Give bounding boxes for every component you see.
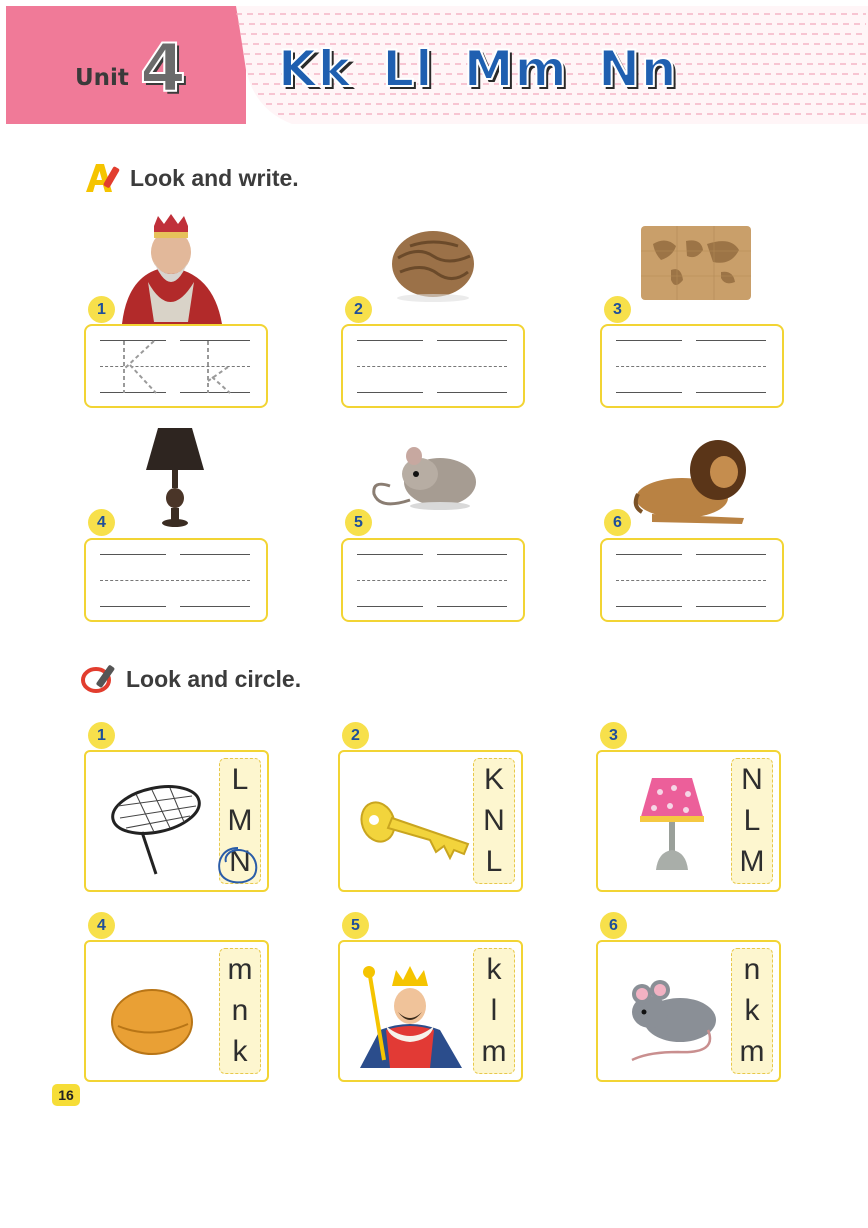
trace-letters-kk: [114, 339, 234, 395]
nut-illustration: [96, 956, 222, 1068]
letter-choices-3: [731, 758, 773, 884]
circle-box-1: [84, 750, 269, 892]
letter-choices-2: [473, 758, 515, 884]
item-number-b4: 4: [88, 912, 115, 939]
item-number-b6: 6: [600, 912, 627, 939]
letter-choices-6: [731, 948, 773, 1074]
letter-option[interactable]: n: [743, 952, 761, 986]
walnut-photo: [388, 226, 478, 302]
item-number-a1: 1: [88, 296, 115, 323]
letter-option[interactable]: L: [231, 762, 249, 796]
circle-box-6: [596, 940, 781, 1082]
letter-option[interactable]: N: [483, 803, 505, 837]
unit-number: 4: [140, 30, 186, 107]
letter-option[interactable]: k: [744, 993, 760, 1027]
item-number-b1: 1: [88, 722, 115, 749]
item-number-a5: 5: [345, 509, 372, 536]
circle-box-3: [596, 750, 781, 892]
letter-a-pencil-icon: [84, 160, 124, 194]
unit-label: Unit: [75, 65, 129, 91]
write-box-5[interactable]: [341, 538, 525, 622]
key-illustration: [350, 766, 476, 878]
letter-option[interactable]: m: [481, 1035, 507, 1069]
item-number-b2: 2: [342, 722, 369, 749]
letter-option[interactable]: M: [739, 845, 765, 879]
letter-option[interactable]: n: [231, 993, 249, 1027]
king-photo: [118, 212, 226, 324]
lamp-illustration: [608, 766, 734, 878]
letter-option[interactable]: N: [229, 845, 251, 879]
item-number-b3: 3: [600, 722, 627, 749]
section-b-title: Look and circle.: [126, 666, 302, 692]
letter-option[interactable]: N: [741, 762, 763, 796]
write-box-3[interactable]: [600, 324, 784, 408]
item-number-a6: 6: [604, 509, 631, 536]
item-number-a2: 2: [345, 296, 372, 323]
page-title: Kk Ll Mm Nn: [278, 40, 678, 98]
write-box-1[interactable]: [84, 324, 268, 408]
king-illustration: [350, 956, 476, 1068]
letter-option[interactable]: m: [227, 952, 253, 986]
mouse-photo: [370, 440, 482, 512]
write-box-6[interactable]: [600, 538, 784, 622]
circle-box-2: [338, 750, 523, 892]
answer-circle-mark: [214, 844, 262, 888]
section-a-title: Look and write.: [130, 165, 299, 191]
circle-box-5: [338, 940, 523, 1082]
lion-photo: [632, 432, 752, 526]
letter-option[interactable]: k: [486, 952, 502, 986]
letter-choices-4: [219, 948, 261, 1074]
write-box-4[interactable]: [84, 538, 268, 622]
lamp-photo: [140, 426, 210, 528]
letter-option[interactable]: M: [227, 803, 253, 837]
page-number: 16: [52, 1084, 80, 1106]
item-number-a3: 3: [604, 296, 631, 323]
item-number-b5: 5: [342, 912, 369, 939]
mouse-illustration: [608, 956, 734, 1068]
letter-choices-5: [473, 948, 515, 1074]
circle-pencil-icon: [80, 662, 120, 696]
letter-option[interactable]: L: [743, 803, 761, 837]
letter-option[interactable]: L: [485, 845, 503, 879]
letter-option[interactable]: m: [739, 1035, 765, 1069]
net-illustration: [96, 766, 222, 878]
letter-option[interactable]: l: [490, 993, 498, 1027]
map-photo: [641, 226, 751, 300]
letter-option[interactable]: k: [232, 1035, 248, 1069]
letter-option[interactable]: K: [483, 762, 504, 796]
circle-box-4: [84, 940, 269, 1082]
item-number-a4: 4: [88, 509, 115, 536]
write-box-2[interactable]: [341, 324, 525, 408]
